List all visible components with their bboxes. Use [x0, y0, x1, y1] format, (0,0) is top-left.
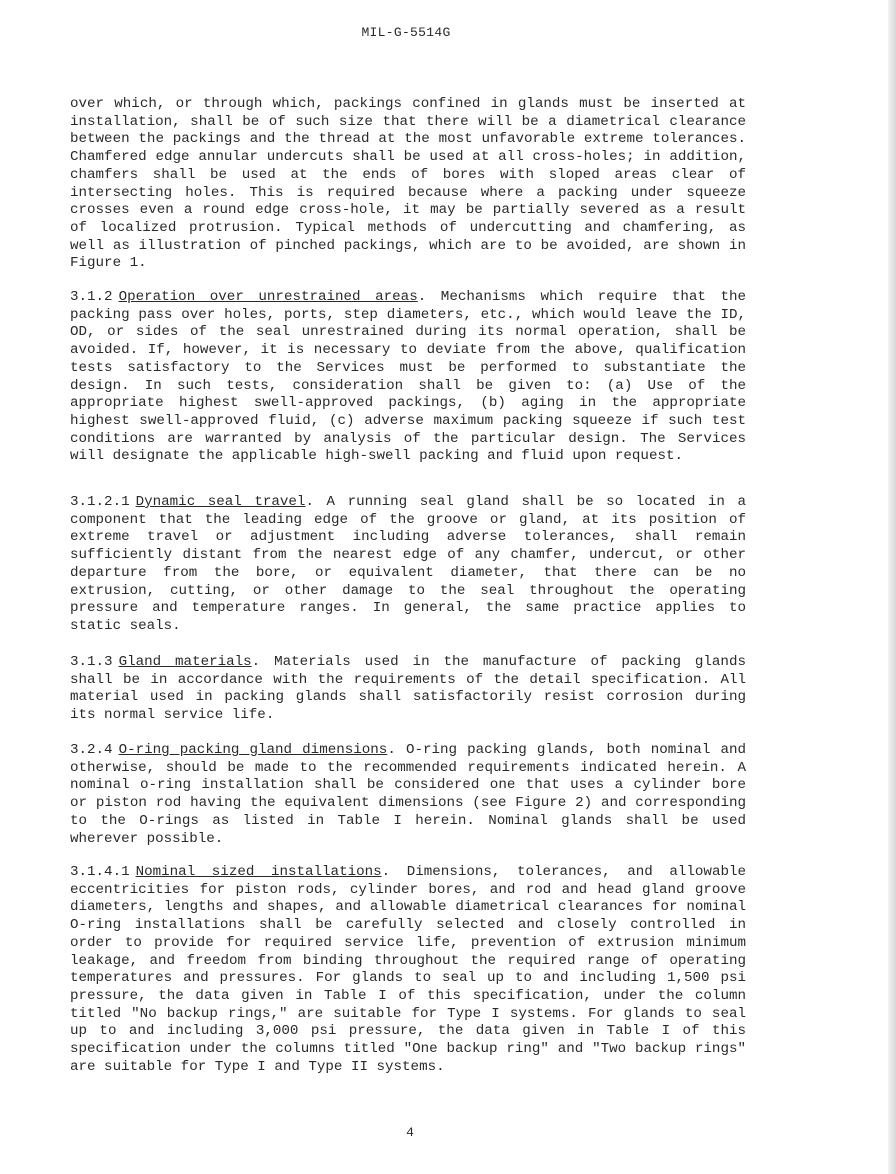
section-text: . O-ring packing glands, both nominal and otherwise, should be made to the recommended requirements indicated herein. A nominal o-ring installation shall be considered one that uses a cylinder bore or piston rod having the equivalent dimensions (see Figure 2) and corresponding to the O-rings as listed in Table I herein. Nominal glands shall be used wherever possible. — [70, 742, 746, 847]
document-id-header: MIL-G-5514G — [361, 25, 451, 40]
section-3-1-4-1 — [70, 864, 746, 1076]
section-number: 3.1.2.1 — [70, 494, 130, 510]
section-heading: Operation over unrestrained areas — [118, 289, 418, 305]
section-heading: Gland materials — [118, 654, 252, 670]
page-number: 4 — [406, 1125, 414, 1140]
section-heading: O-ring packing gland dimensions — [118, 742, 388, 758]
section-3-1-3 — [70, 654, 746, 725]
section-text: . Dimensions, tolerances, and allowable eccentricities for piston rods, cylinder bores, and rod and head gland groove diameters, lengths and shapes, and allowable diametrical clearances for nominal O-ring installations shall be carefully selected and closely controlled in order to provide for required service life, prevention of extrusion minimum leakage, and freedom from binding throughout the required range of operating temperatures and pressures. For glands to seal up to and including 1,500 psi pressure, the data given in Table I of this specification, under the column titled "No backup rings," are suitable for Type I systems. For glands to seal up to and including 3,000 psi pressure, the data given in Table I of this specification under the columns titled "One backup ring" and "Two backup rings" are suitable for Type I and Type II systems. — [70, 864, 746, 1075]
paragraph-continuation — [70, 96, 746, 273]
paragraph-text: over which, or through which, packings confined in glands must be inserted at installation, shall be of such size that there will be a diametrical clearance between the packings and the thread at the most unfavorable extreme tolerances. Chamfered edge annular undercuts shall be used at all cross-holes; in addition, chamfers shall be used at the ends of bores with sloped areas clear of intersecting holes. This is required because where a packing under squeeze crosses even a round edge cross-hole, it may be partially severed as a result of localized protrusion. Typical methods of undercutting and chamfering, as well as illustration of pinched packings, which are to be avoided, are shown in Figure 1. — [70, 96, 746, 272]
section-text: . A running seal gland shall be so located in a component that the leading edge of the groove or gland, at its position of extreme travel or adjustment including adverse tolerances, shall remain sufficiently distant from the nearest edge of any chamfer, undercut, or other departure from the bore, or equivalent diameter, that there can be no extrusion, cutting, or other damage to the seal throughout the operating pressure and temperature ranges. In general, the same practice applies to static seals. — [70, 494, 746, 634]
section-text: . Materials used in the manufacture of packing glands shall be in accordance with the requirements of the detail specification. All material used in packing glands shall satisfactorily resist corrosion during its normal service life. — [70, 654, 746, 724]
section-number: 3.1.2 — [70, 289, 113, 305]
section-number: 3.2.4 — [70, 742, 113, 758]
section-number: 3.1.4.1 — [70, 864, 130, 880]
section-text: . Mechanisms which require that the packing pass over holes, ports, step diameters, etc., which would leave the ID, OD, or sides of the seal unrestrained during its normal operation, shall be avoided. If, however, it is necessary to deviate from the above, qualification tests satisfactory to the Services must be performed to substantiate the design. In such tests, consideration shall be given to: (a) Use of the appropriate highest swell-approved packings, (b) aging in the appropriate highest swell-approved fluid, (c) adverse maximum packing squeeze if such test conditions are warranted by analysis of the particular design. The Services will designate the applicable high-swell packing and fluid upon request. — [70, 289, 746, 465]
section-3-2-4 — [70, 742, 746, 848]
section-3-1-2-1 — [70, 494, 746, 636]
section-heading: Dynamic seal travel — [135, 494, 306, 510]
page-edge — [888, 0, 896, 1174]
section-3-1-2 — [70, 289, 746, 466]
section-heading: Nominal sized installations — [135, 864, 382, 880]
section-number: 3.1.3 — [70, 654, 113, 670]
